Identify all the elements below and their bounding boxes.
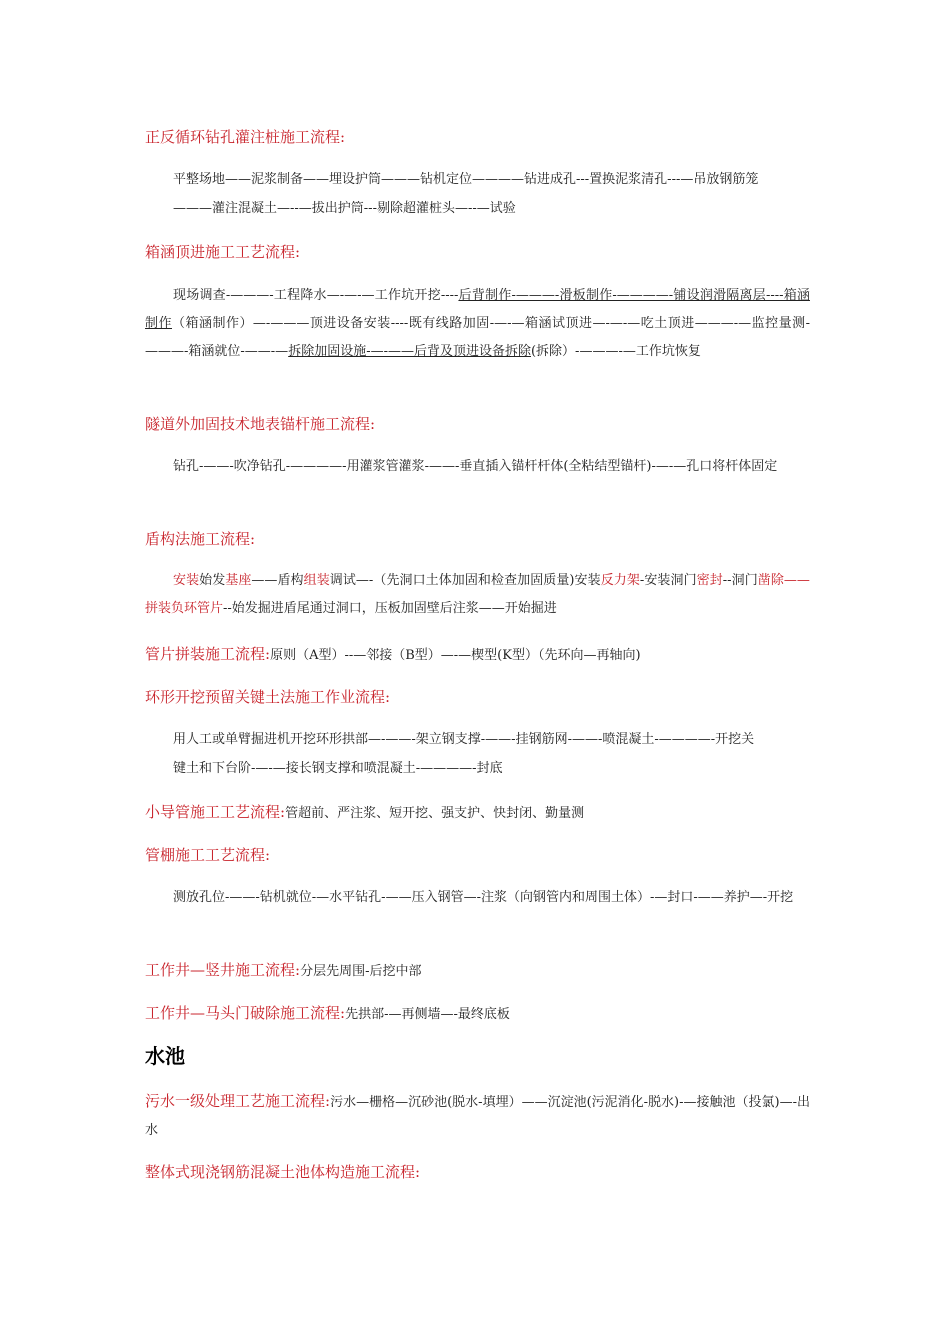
shield-red-3: 组装 — [303, 573, 330, 588]
shield-text-5: --洞门 — [722, 573, 758, 588]
para-box-culvert — [145, 282, 810, 366]
para-ring-excavation-2 — [145, 755, 810, 783]
box-culvert-underlined-2: 拆除加固设施-—-——后背及顶进设备拆除 — [288, 344, 531, 359]
heading-cast-in-place-pool: 整体式现浇钢筋混凝土池体构造施工流程: — [145, 1163, 421, 1181]
sewage-primary-title: 污水一级处理工艺施工流程: — [145, 1092, 331, 1110]
shaft-title: 工作井—竖井施工流程: — [145, 961, 301, 979]
heading-shaft — [145, 960, 810, 982]
heading-small-pipe — [145, 802, 810, 824]
para-bored-pile-line1: 平整场地——泥浆制备——埋设护筒———钻机定位————钻进成孔---置换泥浆清孔---—吊放钢筋笼 — [173, 172, 759, 187]
horsehead-door-inline: 先拱部-—再侧墙—-最终底板 — [345, 1007, 510, 1022]
shaft-inline: 分层先周围-后挖中部 — [300, 964, 422, 979]
box-culvert-underlined-1: 后背制作-———-滑板制作-————-铺设润滑隔离层----箱涵制作 — [145, 288, 810, 331]
shield-text-1: 始发 — [199, 573, 226, 588]
shield-red-4: 反力架 — [600, 573, 640, 588]
section-title-water-pool: 水池 — [145, 1044, 185, 1068]
shield-red-5: 密封 — [696, 573, 723, 588]
heading-box-culvert: 箱涵顶进施工工艺流程: — [145, 243, 301, 261]
para-anchor-bolt: 钻孔-——-吹净钻孔-————-用灌浆管灌浆-——-垂直插入锚杆杆体(全粘结型锚杆)-—-—孔口将杆体固定 — [173, 459, 778, 474]
heading-bored-pile: 正反循环钻孔灌注桩施工流程: — [145, 128, 346, 146]
para-sewage-primary — [145, 1087, 810, 1145]
heading-pipe-shed: 管棚施工工艺流程: — [145, 846, 271, 864]
para-bored-pile-1 — [145, 166, 810, 194]
ring-excavation-line2: 键土和下台阶-—-—接长钢支撑和喷混凝土-————-封底 — [173, 761, 503, 776]
segment-assembly-inline: 原则（A型）--—邻接（B型）—-—楔型(K型）（先环向—再轴向) — [270, 648, 641, 663]
shield-red-1: 安装 — [173, 573, 200, 588]
heading-anchor-bolt: 隧道外加固技术地表锚杆施工流程: — [145, 415, 376, 433]
shield-text-4: -安装洞门 — [639, 573, 697, 588]
box-culvert-text-1: 现场调查-———-工程降水—-—-—工作坑开挖---- — [173, 288, 459, 303]
para-ring-excavation-1 — [145, 726, 810, 754]
box-culvert-text-3: (拆除）-———-—工作坑恢复 — [530, 344, 701, 359]
box-culvert-text-2: （箱涵制作）—-———顶进设备安装----既有线路加固-—-—箱涵试顶进—-—-—吃土顶进———-—监控量测-———-箱涵就位-——-— — [145, 316, 810, 359]
heading-segment-assembly — [145, 644, 810, 666]
para-shield — [145, 567, 810, 623]
heading-horsehead-door — [145, 1003, 810, 1025]
horsehead-door-title: 工作井—马头门破除施工流程: — [145, 1004, 346, 1022]
shield-red-2: 基座 — [225, 573, 252, 588]
small-pipe-inline: 管超前、严注浆、短开挖、强支护、快封闭、勤量测 — [285, 806, 585, 821]
ring-excavation-line1: 用人工或单臂掘进机开挖环形拱部—-——-架立钢支撑-——-挂钢筋网-——-喷混凝土-————-开挖关 — [173, 732, 755, 747]
shield-text-3: 调试—-（先洞口土体加固和检查加固质量)安装 — [329, 573, 601, 588]
para-bored-pile-2 — [145, 195, 810, 223]
para-bored-pile-line2: ———灌注混凝土—--—拔出护筒---剔除超灌桩头—--—试验 — [173, 201, 516, 216]
small-pipe-title: 小导管施工工艺流程: — [145, 803, 286, 821]
shield-text-2: ——盾构 — [251, 573, 304, 588]
segment-assembly-title: 管片拼装施工流程: — [145, 645, 271, 663]
para-pipe-shed: 测放孔位-——-钻机就位-—水平钻孔-——压入钢管—-注浆（向钢管内和周围土体）-—封口-——养护—-开挖 — [173, 890, 794, 905]
shield-red-6: 凿除——拼装负环管片 — [145, 573, 810, 616]
heading-shield: 盾构法施工流程: — [145, 530, 256, 548]
shield-text-6: --始发掘进盾尾通过洞口，压板加固壁后注浆——开始掘进 — [223, 601, 557, 616]
sewage-primary-inline: 污水—栅格—沉砂池(脱水-填埋）——沉淀池(污泥消化-脱水)-—接触池（投氯)—-出水 — [145, 1095, 810, 1138]
heading-ring-excavation: 环形开挖预留关键土法施工作业流程: — [145, 688, 391, 706]
